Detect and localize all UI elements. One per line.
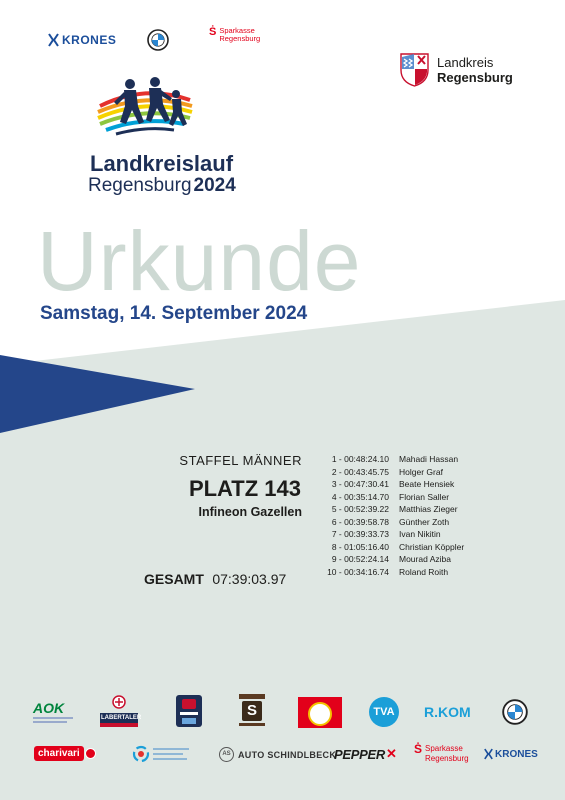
- sponsor-aok: [33, 700, 73, 723]
- leg-runner: Christian Köppler: [399, 541, 465, 552]
- bmw-icon: [502, 699, 528, 725]
- autoschindlbeck-icon: AS: [219, 747, 234, 762]
- leg-time: 7 - 00:39:33.73: [331, 529, 389, 539]
- leg-times: [311, 453, 389, 578]
- sparkasse-logo: [209, 27, 260, 43]
- sponsor-pepper: [334, 746, 397, 762]
- leg-time: 1 - 00:48:24.10: [331, 454, 389, 464]
- krones-icon: [48, 33, 59, 47]
- team-name: Infineon Gazellen: [198, 505, 302, 519]
- leg-runner: Mahadi Hassan: [399, 454, 459, 464]
- certificate-title: Urkunde: [37, 214, 362, 308]
- sponsor-charivari: [34, 746, 96, 761]
- sparkasse-sponsor-line2: Regensburg: [425, 754, 469, 763]
- aok-subline-icon-2: [33, 721, 67, 723]
- leg-time: 10 - 00:34:16.74: [327, 566, 389, 577]
- landkreis-logo: [399, 52, 513, 87]
- charivari-label: charivari: [34, 746, 84, 761]
- sparkasse-icon: Ṡ: [414, 742, 423, 756]
- sparkasse-line1: Sparkasse: [219, 26, 255, 35]
- leg-time: 9 - 00:52:24.14: [331, 554, 389, 564]
- sponsor-labertaler: [100, 695, 142, 727]
- leg-runner: Florian Saller: [399, 491, 450, 502]
- landkreis-line1: Landkreis: [437, 54, 494, 70]
- sparkasse-line2: Regensburg: [219, 34, 261, 43]
- total-value: 07:39:03.97: [212, 571, 287, 587]
- sponsor-sparkasse: [414, 744, 469, 764]
- leg-time: 3 - 00:47:30.41: [331, 479, 389, 489]
- labertaler-stripe-icon: [100, 723, 138, 727]
- circle-logo-icon: [132, 745, 150, 763]
- total-time: [144, 571, 286, 589]
- tva-label: TVA: [373, 706, 395, 718]
- event-name: Landkreislauf: [90, 151, 234, 176]
- coat-of-arms-icon: [399, 52, 430, 87]
- sponsor-bmw: [502, 699, 528, 730]
- sponsor-circle-logo: [132, 745, 189, 763]
- labertaler-label: LABERTALER: [101, 715, 142, 721]
- leg-time: 5 - 00:52:39.22: [331, 504, 389, 514]
- place-label: PLATZ 143: [188, 476, 301, 501]
- sponsor-brewery-icon: S: [239, 694, 265, 726]
- runners-logo-icon: [94, 76, 196, 146]
- sponsor-krones: [484, 748, 538, 760]
- leg-time: 4 - 00:35:14.70: [331, 491, 389, 502]
- sparkasse-sponsor-line1: Sparkasse: [425, 744, 463, 753]
- autoschindlbeck-label: AUTO SCHINDLBECK: [238, 749, 337, 760]
- labertaler-crest-icon: [111, 695, 127, 709]
- sponsor-tva: [369, 697, 399, 727]
- leg-runners: [399, 453, 464, 578]
- event-date: Samstag, 14. September 2024: [40, 303, 308, 324]
- krones-icon: [484, 748, 493, 760]
- sponsor-koenig-icon: [176, 695, 202, 727]
- bmw-logo: [147, 29, 169, 56]
- charivari-badge-icon: [85, 748, 96, 759]
- event-city: Regensburg: [88, 175, 192, 196]
- total-label: GESAMT: [144, 571, 204, 587]
- sponsor-autoschindlbeck: [219, 747, 336, 762]
- sponsor-red-badge-icon: [298, 697, 342, 728]
- leg-runner: Holger Graf: [399, 466, 443, 477]
- event-year: 2024: [193, 175, 236, 196]
- bmw-icon: [147, 29, 169, 51]
- landkreis-line2: Regensburg: [437, 69, 513, 85]
- leg-runner: Roland Roith: [399, 566, 449, 577]
- leg-time: 8 - 01:05:16.40: [331, 541, 389, 552]
- leg-time: 2 - 00:43:45.75: [331, 466, 389, 477]
- aok-subline-icon: [33, 717, 73, 719]
- leg-runner: Ivan Nikitin: [399, 529, 441, 539]
- event-city-year: [88, 175, 236, 197]
- pepper-label: PEPPER: [334, 746, 385, 762]
- sponsor-rkom: R.KOM: [424, 704, 471, 720]
- pepper-x-icon: ✕: [385, 746, 397, 761]
- krones-sponsor-label: KRONES: [495, 748, 538, 760]
- krones-label: KRONES: [62, 33, 117, 47]
- aok-label: AOK: [33, 700, 65, 716]
- leg-runner: Matthias Zieger: [399, 504, 458, 514]
- leg-runner: Mourad Aziba: [399, 554, 451, 564]
- leg-time: 6 - 00:39:58.78: [331, 516, 389, 527]
- sparkasse-icon: Ṡ: [209, 26, 217, 38]
- leg-runner: Beate Hensiek: [399, 479, 455, 489]
- category-label: STAFFEL MÄNNER: [179, 453, 302, 468]
- krones-logo: [48, 33, 116, 47]
- leg-runner: Günther Zoth: [399, 516, 450, 527]
